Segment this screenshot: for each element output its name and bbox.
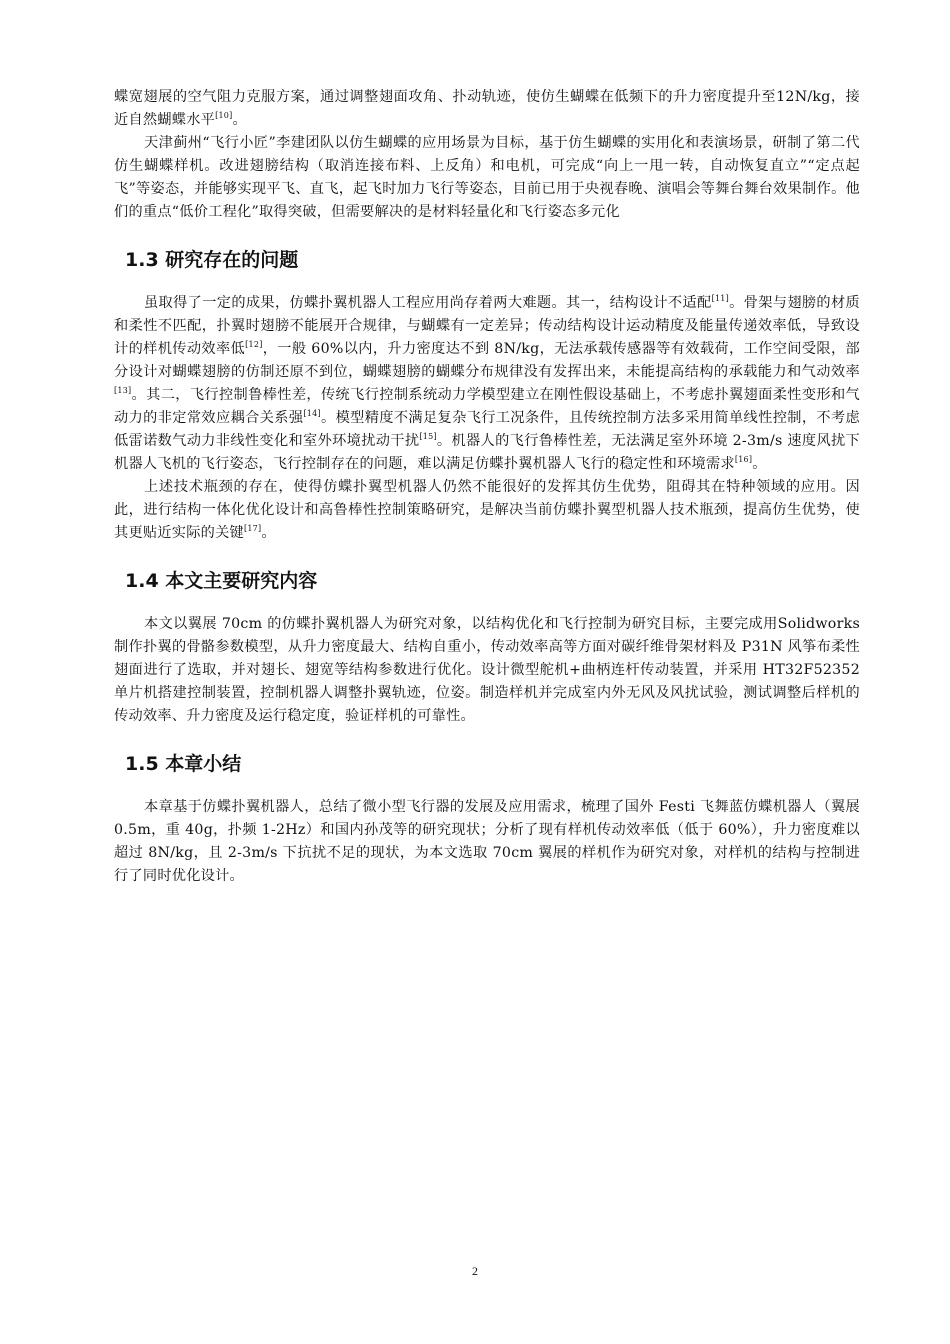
intro-paragraph-1 [114,86,860,132]
citation-ref: [12] [245,340,263,349]
section-1-3-paragraph-2 [114,476,860,545]
paragraph-text: 。其二，飞行控制鲁棒性差，传统飞行控制系统动力学模型建立在刚性假设基础上，不考虑扑翼翅面柔性变形和气动力的非定常效应耦合关系强 [114,387,860,426]
section-1-3-paragraph-1 [114,292,860,476]
paragraph-text: 。模型精度不满足复杂飞行工况条件，且传统控制方法多采用简单线性控制，不考虑低雷诺数气动力非线性变化和室外环境扰动干扰 [114,410,860,449]
citation-ref: [16] [734,455,753,464]
paragraph-text: 上述技术瓶颈的存在，使得仿蝶扑翼型机器人仍然不能很好的发挥其仿生优势，阻碍其在特种领域的应用。因此，进行结构一体化优化设计和高鲁棒性控制策略研究，是解决当前仿蝶扑翼型机器人技术瓶颈，提高仿生优势，使其更贴近实际的关键 [114,479,860,541]
citation-ref: [10] [215,111,233,120]
paragraph-text: 虽取得了一定的成果，仿蝶扑翼机器人工程应用尚存着两大难题。其一，结构设计不适配 [144,295,712,311]
paragraph-end: 。 [752,456,767,472]
section-1-5-paragraph-1: 本章基于仿蝶扑翼机器人，总结了微小型飞行器的发展及应用需求，梳理了国外 Festi 飞舞蓝仿蝶机器人（翼展 0.5m，重 40g，扑频 1-2Hz）和国内孙茂等的研究现状；分析了现有样机传动效率低（低于 60%），升力密度难以超过 8N/kg，且 2-3m/s 下抗扰不足的现状，为本文选取 70cm 翼展的样机作为研究对象，对样机的结构与控制进行了同时优化设计。 [114,799,860,884]
paragraph-end: 。 [232,112,247,128]
section-heading-1-5: 1.5 本章小结 [125,753,242,775]
citation-ref: [11] [711,294,729,303]
paragraph-text: 。骨架与翅膀的材质和柔性不匹配，扑翼时翅膀不能展开合规律，与蝴蝶有一定差异；传动结构设计运动精度及能量传递效率低，导致设计的样机传动效率低 [114,295,860,357]
section-1-4-paragraph-1: 本文以翼展 70cm 的仿蝶扑翼机器人为研究对象，以结构优化和飞行控制为研究目标，主要完成用Solidworks 制作扑翼的骨骼参数模型，从升力密度最大、结构自重小，传动效率高等方面对碳纤维骨架材料及 P31N 风筝布柔性翅面进行了选取，并对翅长、翅宽等结构参数进行优化。设计微型舵机+曲柄连杆传动装置，并采用 HT32F52352 单片机搭建控制装置，控制机器人调整扑翼轨迹，位姿。制造样机并完成室内外无风及风扰试验，测试调整后样机的传动效率、升力密度及运行稳定度，验证样机的可靠性。 [114,616,860,724]
page-number: 2 [472,1264,478,1278]
paragraph-end: 。 [261,525,276,541]
citation-ref: [13] [114,386,132,395]
citation-ref: [17] [243,524,262,533]
paragraph-text: 蝶宽翅展的空气阻力克服方案，通过调整翅面攻角、扑动轨迹，使仿生蝴蝶在低频下的升力密度提升至12N/kg，接近自然蝴蝶水平 [114,89,860,128]
section-heading-1-4: 1.4 本文主要研究内容 [125,570,318,592]
paragraph-text: 。机器人的飞行鲁棒性差，无法满足室外环境 2-3m/s 速度风扰下机器人飞机的飞行姿态，飞行控制存在的问题，难以满足仿蝶扑翼机器人飞行的稳定性和环境需求 [114,433,860,472]
section-heading-1-3: 1.3 研究存在的问题 [125,249,299,271]
paragraph-text: ，一般 60%以内，升力密度达不到 8N/kg，无法承载传感器等有效载荷，工作空间受限，部分设计对蝴蝶翅膀的仿制还原不到位，蝴蝶翅膀的蝴蝶分布规律没有发挥出来，未能提高结构的承载能力和气动效率 [114,341,860,380]
intro-paragraph-2: 天津蓟州“飞行小匠”李建团队以仿生蝴蝶的应用场景为目标，基于仿生蝴蝶的实用化和表演场景，研制了第二代仿生蝴蝶样机。改进翅膀结构（取消连接布料、上反角）和电机，可完成“向上一甩一转，自动恢复直立”“定点起飞”等姿态，并能够实现平飞、直飞，起飞时加力飞行等姿态，目前已用于央视春晚、演唱会等舞台舞台效果制作。他们的重点“低价工程化”取得突破，但需要解决的是材料轻量化和飞行姿态多元化 [114,135,860,220]
page-content [114,86,860,888]
citation-ref: [14] [303,409,321,418]
citation-ref: [15] [419,432,437,441]
